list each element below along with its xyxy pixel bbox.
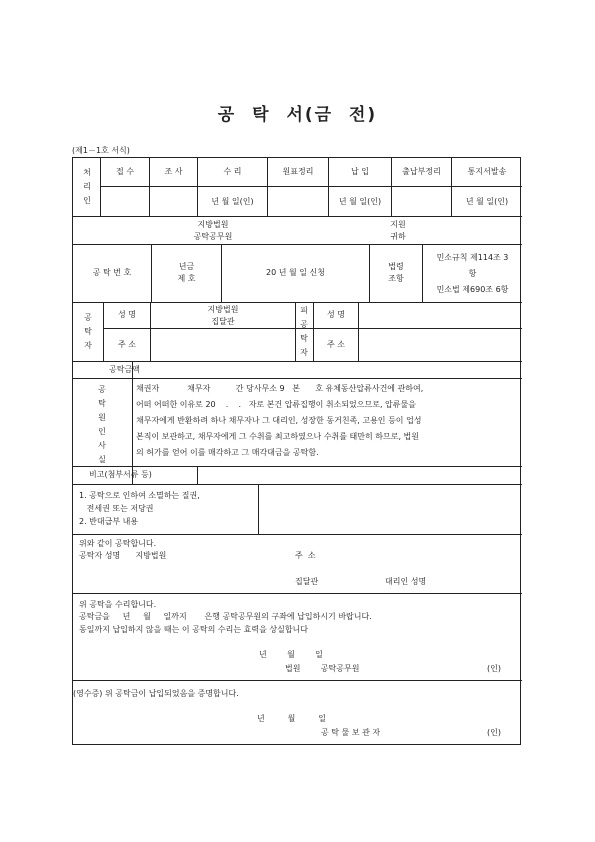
form-number: (제1－1호 서식): [72, 146, 130, 155]
branch-court: 지원: [390, 220, 406, 229]
deposit-form: [72, 157, 521, 745]
depositee-addr-label: 주 소: [327, 340, 345, 349]
depositee-name-label: 성 명: [327, 310, 345, 319]
cause-text-5: 의 허가를 얻어 이를 매각하고 그 매각대금을 공탁함.: [136, 448, 319, 457]
law-article-1: 민소규칙 제114조 3: [436, 253, 509, 262]
law-label-1: 법령: [388, 262, 404, 271]
depositor-label: 공 탁 자: [84, 313, 92, 350]
header-notice: 통지서발송: [467, 167, 507, 176]
accept-instruction: 공탁금을 년 월 일까지 은행 공탁공무원의 구좌에 납입하시기 바랍니다.: [79, 612, 372, 621]
apply-officer: 집달관: [295, 577, 319, 586]
cause-text-3: 채무자에게 반환하려 하나 채무자나 그 대리인, 성장한 동거친족, 고용인 등이 업성: [136, 416, 422, 425]
receipt-date: 년 월 일: [257, 714, 326, 723]
extinction-line-2: 전세권 또는 저당권: [79, 504, 154, 513]
depositee-label: 피 공 탁 자: [300, 306, 308, 357]
receipt-signer: 공 탁 물 보 관 자: [321, 728, 381, 737]
header-receive: 접 수: [116, 167, 134, 176]
court-officer: 공탁공무원: [193, 232, 233, 241]
court-name: 지방법원: [197, 220, 229, 229]
deposit-number-label: 공 탁 번 호: [92, 268, 132, 277]
amount-label: 공탁금액: [109, 365, 140, 374]
accept-statement: 위 공탁을 수리합니다.: [79, 600, 157, 609]
depositor-court: 지방법원: [207, 305, 239, 314]
receipt-seal: (인): [487, 728, 501, 737]
cause-text-4: 본직이 보관하고, 채무자에게 그 수취를 최고하였으나 수취를 태만히 하므로, 법원: [136, 432, 419, 441]
depositor-addr-label: 주 소: [118, 340, 136, 349]
depositor-officer: 집달관: [211, 317, 235, 326]
cause-text-1: 채권자 채무자 간 당사무소 9 본 호 유체동산압류사건에 관하여,: [136, 384, 424, 393]
header-accept: 수 리: [223, 167, 242, 176]
accept-warning: 동일까지 납입하지 않을 때는 이 공탁의 수리는 효력을 상실합니다: [79, 625, 308, 634]
law-label-2: 조항: [388, 274, 404, 283]
payment-date: 년 월 일(인): [338, 197, 382, 206]
handler-label: 처 리 인: [83, 168, 91, 205]
request-date: 20 년 월 일 신청: [266, 268, 325, 277]
apply-statement: 위와 같이 공탁합니다.: [79, 539, 157, 548]
deposit-year: 년금: [178, 262, 195, 271]
addressee: 귀하: [390, 232, 406, 241]
apply-address: 주 소: [295, 551, 316, 560]
header-review: 조 사: [164, 167, 183, 176]
deposit-number: 제 호: [177, 274, 196, 283]
remarks-label: 비고(첨부서류 등): [89, 470, 152, 479]
law-article-3: 민소법 제690조 6항: [436, 285, 509, 294]
cause-label: 공 탁 원 인 사 실: [98, 385, 106, 464]
notice-date: 년 월 일(인): [465, 197, 509, 206]
accept-seal: (인): [487, 664, 501, 673]
accept-date: 년 월 일(인): [211, 197, 254, 206]
header-ledger: 원표정리: [282, 167, 314, 176]
apply-agent: 대리인 성명: [385, 577, 427, 586]
law-article-2: 항: [468, 269, 477, 278]
cause-text-2: 어떠 어떠한 이유로 20 . . 자로 본건 압류집행이 취소되었으므로, 압류물을: [136, 400, 416, 409]
extinction-line-1: 1. 공탁으로 인하여 소멸하는 질권,: [79, 491, 200, 500]
header-cashbook: 출납부정리: [402, 167, 441, 176]
accept-signer: 법원 공탁공무원: [285, 664, 360, 673]
receipt-statement: (영수증) 위 공탁금이 납입되었음을 증명합니다.: [73, 689, 239, 698]
depositor-name-label: 성 명: [118, 310, 136, 319]
extinction-line-3: 2. 반대급부 내용: [79, 517, 139, 526]
header-payment: 납 입: [351, 167, 369, 176]
document-title: 공 탁 서(금 전): [217, 105, 378, 125]
accept-date: 년 월 일: [259, 650, 323, 659]
apply-depositor: 공탁자 성명 지방법원: [79, 551, 167, 560]
